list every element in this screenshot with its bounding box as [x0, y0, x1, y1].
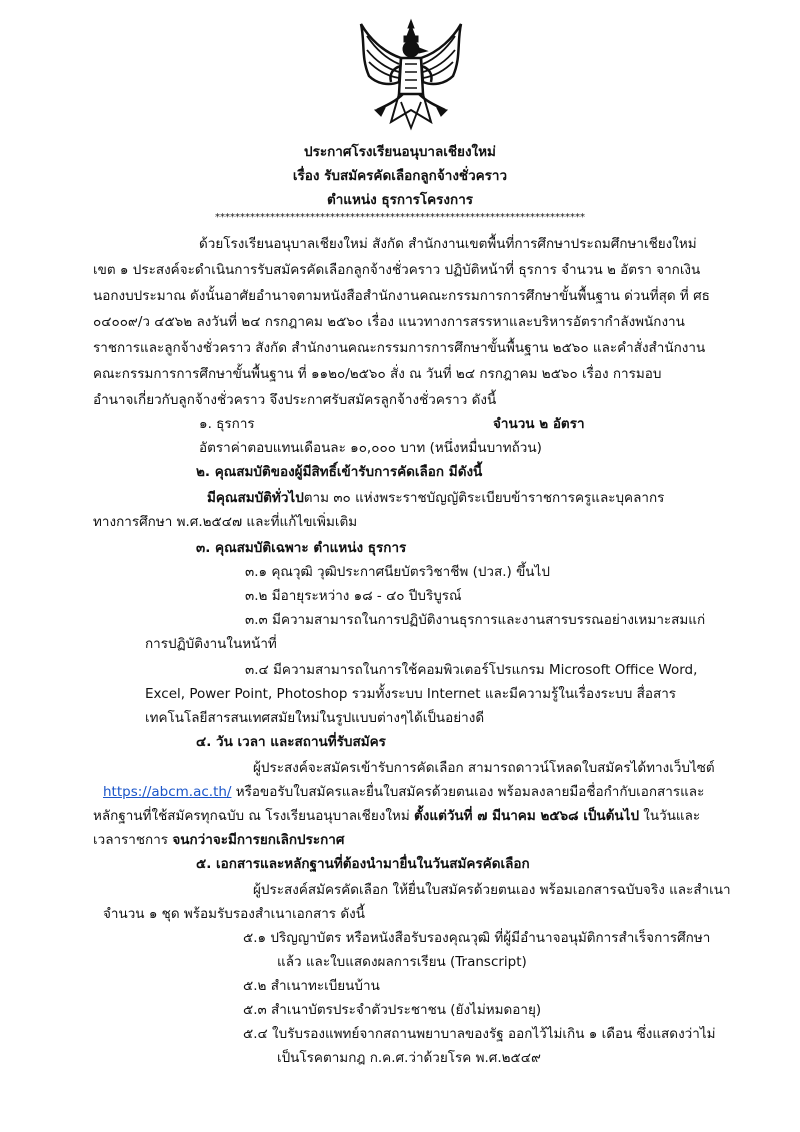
section-3-title: ๓. คุณสมบัติเฉพาะ ตำแหน่ง ธุรการ: [196, 540, 407, 556]
section-5-line: จำนวน ๑ ชุด พร้อมรับรองสำเนาเอกสาร ดังนี้: [103, 906, 365, 922]
application-start-date: ตั้งแต่วันที่ ๗ มีนาคม ๒๕๖๘ เป็นต้นไป: [414, 808, 640, 824]
section-4-text: ในวันและ: [639, 808, 701, 824]
section-2-rest: ตาม ๓๐ แห่งพระราชบัญญัติระเบียบข้าราชการครูและบุคลากร: [303, 490, 665, 506]
section-3-item-cont: เทคโนโลยีสารสนเทศสมัยใหม่ในรูปแบบต่างๆได้เป็นอย่างดี: [145, 710, 485, 726]
section-5-line: ผู้ประสงค์สมัครคัดเลือก ให้ยื่นใบสมัครด้วยตนเอง พร้อมเอกสารฉบับจริง และสำเนา: [253, 882, 731, 898]
section-5-title: ๕. เอกสารและหลักฐานที่ต้องนำมายื่นในวันสมัครคัดเลือก: [196, 856, 530, 872]
section-5-item: ๕.๑ ปริญญาบัตร หรือหนังสือรับรองคุณวุฒิ ที่ผู้มีอำนาจอนุมัติการสำเร็จการศึกษา: [243, 930, 711, 946]
section-5-item-cont: แล้ว และใบแสดงผลการเรียน (Transcript): [277, 954, 527, 970]
intro-line: ด้วยโรงเรียนอนุบาลเชียงใหม่ สังกัด สำนักงานเขตพื้นที่การศึกษาประถมศึกษาเชียงใหม่: [199, 236, 697, 252]
section-1-wage: อัตราค่าตอบแทนเดือนละ ๑๐,๐๐๐ บาท (หนึ่งหมื่นบาทถ้วน): [199, 440, 542, 456]
section-1-count: จำนวน ๒ อัตรา: [493, 416, 585, 432]
section-3-item-cont: การปฏิบัติงานในหน้าที่: [145, 636, 277, 652]
section-2-line: [207, 487, 664, 509]
section-3-item: ๓.๑ คุณวุฒิ วุฒิประกาศนียบัตรวิชาชีพ (ปวส.) ขึ้นไป: [245, 564, 550, 580]
section-1-title: ๑. ธุรการ: [199, 416, 255, 432]
section-4-line: [93, 829, 344, 851]
section-5-item-cont: เป็นโรคตามกฎ ก.ค.ศ.ว่าด้วยโรค พ.ศ.๒๕๔๙: [277, 1050, 541, 1066]
section-2-title: ๒. คุณสมบัติของผู้มีสิทธิ์เข้ารับการคัดเลือก มีดังนี้: [196, 464, 483, 480]
section-2-bold-lead: มีคุณสมบัติทั่วไป: [207, 490, 304, 506]
intro-line: เขต ๑ ประสงค์จะดำเนินการรับสมัครคัดเลือกลูกจ้างชั่วคราว ปฏิบัติหน้าที่ ธุรการ จำนวน ๒ อัตรา จากเงิน: [93, 262, 701, 278]
intro-line: อำนาจเกี่ยวกับลูกจ้างชั่วคราว จึงประกาศรับสมัครลูกจ้างชั่วคราว ดังนี้: [93, 392, 497, 408]
star-divider: **************************************************************************: [215, 212, 585, 223]
section-5-item: ๕.๒ สำเนาทะเบียนบ้าน: [243, 978, 380, 994]
section-5-item: ๕.๔ ใบรับรองแพทย์จากสถานพยาบาลของรัฐ ออกไว้ไม่เกิน ๑ เดือน ซึ่งแสดงว่าไม่: [243, 1026, 716, 1042]
section-4-line: ผู้ประสงค์จะสมัครเข้ารับการคัดเลือก สามารถดาวน์โหลดใบสมัครได้ทางเว็บไซต์: [253, 760, 715, 776]
announcement-subject: เรื่อง รับสมัครคัดเลือกลูกจ้างชั่วคราว: [292, 168, 508, 184]
intro-line: คณะกรรมการการศึกษาขั้นพื้นฐาน ที่ ๑๑๒๐/๒๕๖๐ สั่ง ณ วันที่ ๒๔ กรกฎาคม ๒๕๖๐ เรื่อง การมอบ: [93, 366, 662, 382]
announcement-position: ตำแหน่ง ธุรการโครงการ: [326, 192, 474, 208]
section-2-line-2: ทางการศึกษา พ.ศ.๒๕๔๗ และที่แก้ไขเพิ่มเติม: [93, 514, 358, 530]
section-3-item: ๓.๒ มีอายุระหว่าง ๑๘ - ๔๐ ปีบริบูรณ์: [245, 588, 462, 604]
section-4-line-rest: หรือขอรับใบสมัครและยื่นใบสมัครด้วยตนเอง พร้อมลงลายมือชื่อกำกับเอกสารและ: [231, 784, 705, 800]
intro-line: ราชการและลูกจ้างชั่วคราว สังกัด สำนักงานคณะกรรมการการศึกษาขั้นพื้นฐาน ๒๕๖๐ และคำสั่งสำนักงาน: [93, 340, 706, 356]
section-3-item: ๓.๔ มีความสามารถในการใช้คอมพิวเตอร์โปรแกรม Microsoft Office Word,: [245, 662, 698, 678]
section-3-item-cont: Excel, Power Point, Photoshop รวมทั้งระบบ Internet และมีความรู้ในเรื่องระบบ สื่อสาร: [145, 686, 677, 702]
application-end-note: จนกว่าจะมีการยกเลิกประกาศ: [172, 832, 345, 848]
intro-line: นอกงบประมาณ ดังนั้นอาศัยอำนาจตามหนังสือสำนักงานคณะกรรมการการศึกษาขั้นพื้นฐาน ด่วนที่สุด ที่ ศธ: [93, 288, 710, 304]
section-4-line: [103, 781, 704, 803]
section-4-text: หลักฐานที่ใช้สมัครทุกฉบับ ณ โรงเรียนอนุบาลเชียงใหม่: [93, 808, 415, 824]
intro-line: ๐๔๐๐๙/ว ๔๕๖๒ ลงวันที่ ๒๔ กรกฎาคม ๒๕๖๐ เรื่อง แนวทางการสรรหาและบริหารอัตรากำลังพนักงาน: [93, 314, 685, 330]
section-4-title: ๔. วัน เวลา และสถานที่รับสมัคร: [196, 734, 386, 750]
section-5-item: ๕.๓ สำเนาบัตรประจำตัวประชาชน (ยังไม่หมดอายุ): [243, 1002, 542, 1018]
section-3-item: ๓.๓ มีความสามารถในการปฏิบัติงานธุรการและงานสารบรรณอย่างเหมาะสมแก่: [245, 612, 706, 628]
section-4-line: [93, 805, 700, 827]
section-4-text: เวลาราชการ: [93, 832, 173, 848]
website-link[interactable]: https://abcm.ac.th/: [103, 784, 232, 800]
garuda-emblem-icon: [355, 18, 467, 136]
announcement-title: ประกาศโรงเรียนอนุบาลเชียงใหม่: [304, 144, 496, 160]
